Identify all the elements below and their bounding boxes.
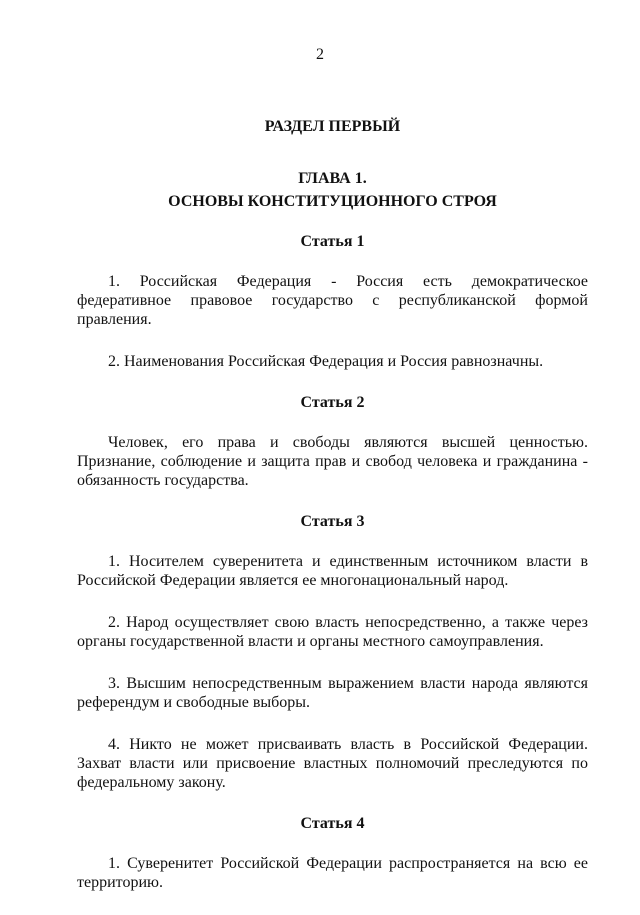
chapter-heading [77, 167, 588, 213]
article-2-paragraph-1: Человек, его права и свободы являются высшей ценностью. Признание, соблюдение и защита прав и свобод человека и гражданина - обязанность государства. [77, 434, 588, 489]
article-3-paragraph-1: 1. Носителем суверенитета и единственным источником власти в Российской Федерации является ее многонациональный народ. [77, 553, 588, 589]
chapter-number: ГЛАВА 1. [298, 170, 367, 187]
page-number: 2 [316, 46, 324, 63]
article-2-title: Статья 2 [300, 394, 365, 411]
article-1-title: Статья 1 [300, 233, 365, 250]
article-4 [77, 815, 588, 892]
chapter-title: ОСНОВЫ КОНСТИТУЦИОННОГО СТРОЯ [168, 193, 497, 210]
article-4-title: Статья 4 [300, 815, 365, 832]
article-3-paragraph-2: 2. Народ осуществляет свою власть непосредственно, а также через органы государственной власти и органы местного самоуправления. [77, 614, 588, 650]
article-1 [77, 233, 588, 371]
article-4-paragraph-1: 1. Суверенитет Российской Федерации распространяется на всю ее территорию. [77, 855, 588, 891]
section-title: РАЗДЕЛ ПЕРВЫЙ [264, 118, 401, 135]
article-3 [77, 513, 588, 792]
article-3-paragraph-4: 4. Никто не может присваивать власть в Российской Федерации. Захват власти или присвоение властных полномочий преследуются по федеральному закону. [77, 736, 588, 791]
article-3-title: Статья 3 [300, 513, 365, 530]
article-2 [77, 394, 588, 490]
article-1-paragraph-1: 1. Российская Федерация - Россия есть демократическое федеративное правовое государство с республиканской формой правления. [77, 273, 588, 328]
document-body [77, 118, 588, 915]
article-3-paragraph-3: 3. Высшим непосредственным выражением власти народа являются референдум и свободные выборы. [77, 675, 588, 711]
article-1-paragraph-2: 2. Наименования Российская Федерация и Россия равнозначны. [108, 353, 544, 370]
